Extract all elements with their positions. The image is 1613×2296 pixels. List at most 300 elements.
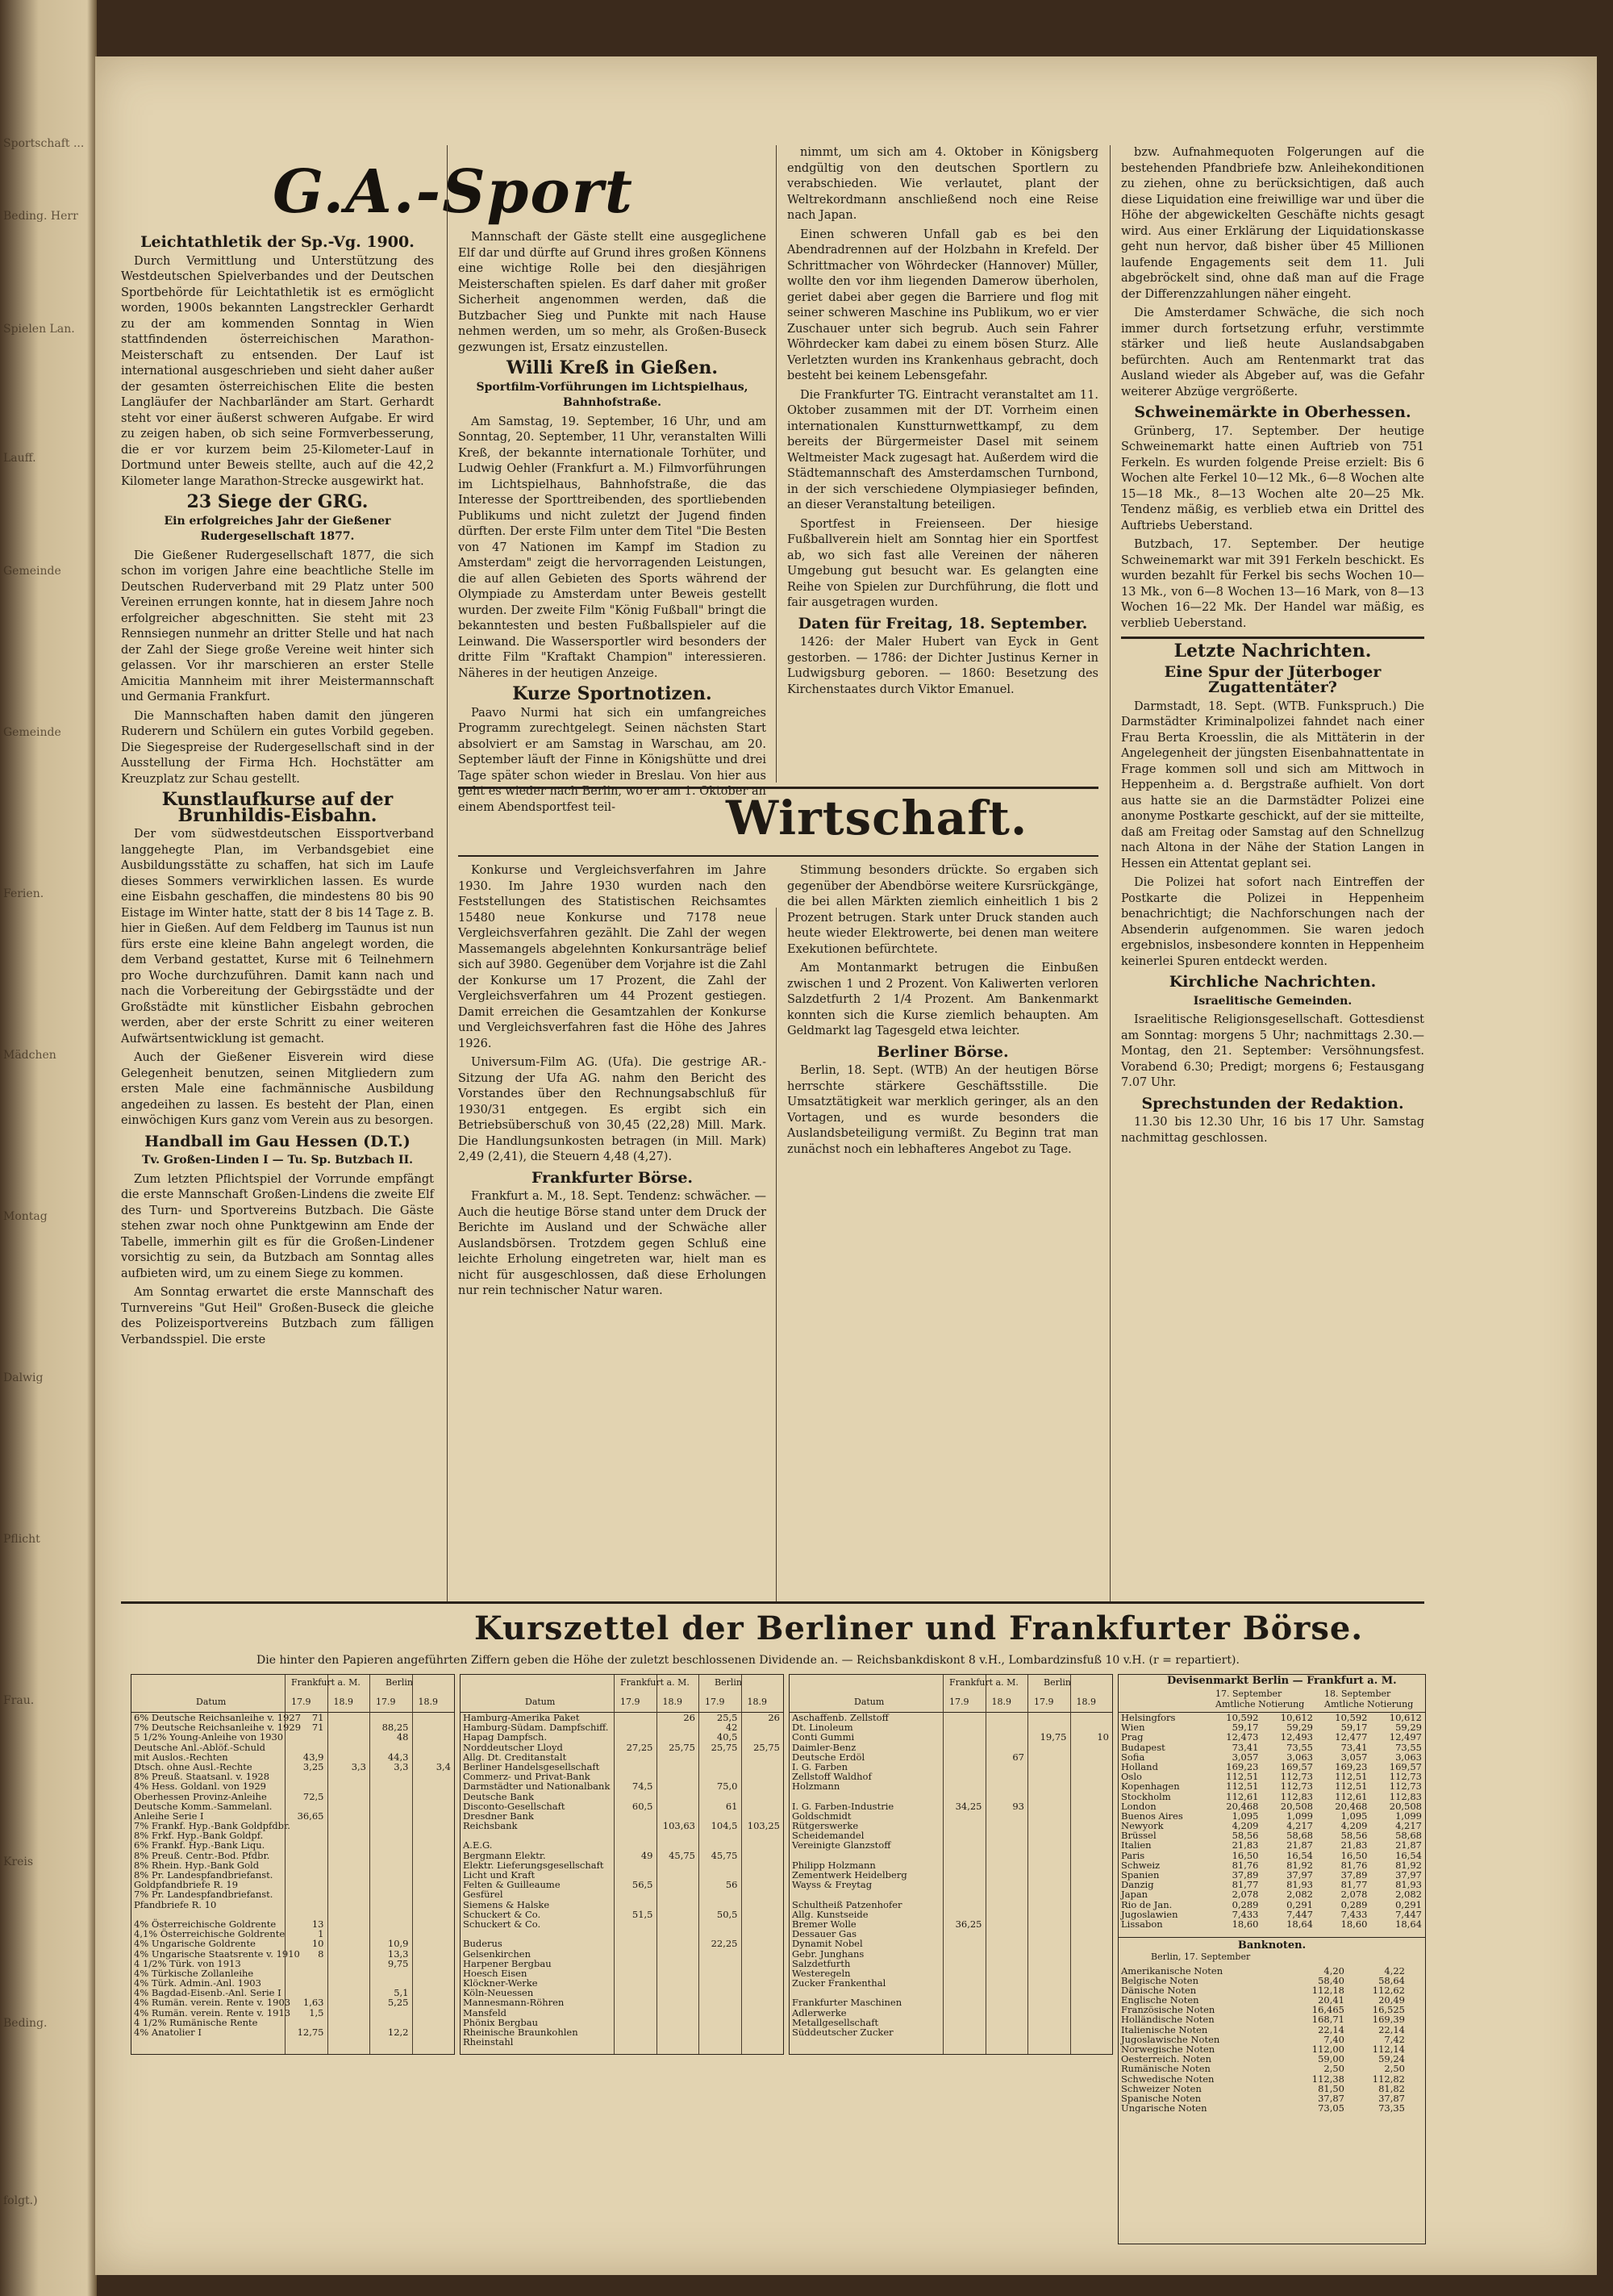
- rate-value: 21,87: [1395, 1839, 1422, 1851]
- table-row: [131, 1743, 454, 1752]
- heading-kunstlauf: Kunstlaufkurse auf der Brunhildis-Eisbahn.: [161, 789, 394, 826]
- banknote-name: Ungarische Noten: [1121, 2102, 1207, 2114]
- table-row: [790, 1840, 1112, 1850]
- security-name: Gesfürel: [463, 1889, 503, 1901]
- security-name: Rütgerswerke: [792, 1820, 859, 1832]
- table-row: [131, 1792, 454, 1801]
- column-wirtschaft-1: [458, 863, 766, 1593]
- security-name: Wayss & Freytag: [792, 1879, 873, 1891]
- security-name: Licht und Kraft: [463, 1869, 536, 1881]
- quote-value: 10,9: [387, 1938, 409, 1950]
- security-name: Berliner Handelsgesellschaft: [463, 1760, 600, 1772]
- heading-handball: Handball im Gau Hessen (D.T.): [144, 1132, 411, 1150]
- devisen-title: Devisenmarkt Berlin — Frankfurt a. M.: [1167, 1675, 1397, 1687]
- security-name: Köln-Neuessen: [463, 1987, 534, 1999]
- table-row: [461, 1781, 783, 1791]
- rate-value: 112,51: [1226, 1771, 1259, 1783]
- table-row: [461, 1919, 783, 1929]
- security-name: Oberhessen Provinz-Anleihe: [134, 1790, 267, 1802]
- security-name: Norddeutscher Lloyd: [463, 1741, 563, 1753]
- security-name: 8% Preuß. Staatsanl. v. 1928: [134, 1771, 270, 1783]
- article-amsterdam: Die Amsterdamer Schwäche, die sich noch immer durch fortsetzung erfuhr, verstimmte stärker und ließ heute Auslandsabgaben befürchten. Auch am Rentenmarkt trat das Ausland wieder als Abgeber auf, was die Gefahr weiterer Abzüge vergrößerte.: [1121, 307, 1424, 399]
- devisen-official: Amtliche Notierung: [1215, 1699, 1305, 1709]
- article-handball: Zum letzten Pflichtspiel der Vorrunde empfängt die erste Mannschaft Großen-Lindens die zweite Elf des Turn- und Sportvereins Butzbach. Die Gäste stehen zwar noch ohne Punktgewinn am Ende der Tabelle, immerhin gilt es für die Großen-Lindener vorsichtig zu sein, da Butzbach am Sonntag alles aufbieten wird, um zu einem Siege zu kommen.: [121, 1172, 434, 1280]
- quote-value: 71: [311, 1712, 324, 1723]
- devisen-row: [1119, 1743, 1425, 1752]
- rate-value: 59,29: [1286, 1722, 1313, 1734]
- rate-value: 3,063: [1395, 1751, 1422, 1763]
- quote-table-shares-2: [789, 1674, 1113, 2055]
- security-name: 4,1% Österreichische Goldrente: [134, 1928, 286, 1940]
- table-row: [790, 1880, 1112, 1889]
- security-name: 4% Rumän. verein. Rente v. 1913: [134, 2006, 291, 2018]
- security-name: Hapag Dampfsch.: [463, 1731, 548, 1743]
- table-row: [461, 1880, 783, 1889]
- security-name: Vereinigte Glanzstoff: [792, 1839, 891, 1851]
- table-header-berlin: Berlin: [386, 1677, 413, 1688]
- column-line: [1027, 1675, 1028, 2054]
- rate-value: 81,76: [1232, 1859, 1259, 1871]
- quote-value: 26: [683, 1712, 695, 1723]
- currency-name: Paris: [1121, 1849, 1145, 1861]
- banknote-value: 16,525: [1372, 2004, 1405, 2016]
- article-kunstlauf-2: Auch der Gießener Eisverein wird diese Gelegenheit benutzen, seinen Mitgliedern zum ersten Male eine fachmännische Ausbildung angedeihen zu lassen. Es besteht der Plan, einen einwöchigen Kurs ganz vom Verein aus zu besorgen.: [121, 1051, 434, 1127]
- banknote-value: 58,40: [1318, 1974, 1344, 1986]
- banknote-name: Italienische Noten: [1121, 2023, 1208, 2035]
- banknote-value: 168,71: [1311, 2014, 1344, 2026]
- rate-value: 0,291: [1395, 1898, 1422, 1910]
- rate-value: 81,92: [1395, 1859, 1422, 1871]
- currency-name: Schweiz: [1121, 1859, 1161, 1871]
- security-name: Buderus: [463, 1938, 502, 1950]
- devisen-row: [1119, 1900, 1425, 1910]
- security-name: Goldschmidt: [792, 1810, 852, 1822]
- rate-value: 21,83: [1340, 1839, 1368, 1851]
- table-row: [790, 2027, 1112, 2037]
- table-row: [131, 1889, 454, 1899]
- rate-value: 10,592: [1226, 1712, 1259, 1723]
- security-name: 4% Österreichische Goldrente: [134, 1918, 277, 1930]
- currency-name: Japan: [1121, 1889, 1148, 1901]
- banknote-name: Rumänische Noten: [1121, 2063, 1211, 2075]
- security-name: Schuckert & Co.: [463, 1918, 541, 1930]
- security-name: Harpener Bergbau: [463, 1957, 552, 1969]
- quote-value: 48: [396, 1731, 409, 1743]
- kurszettel-subtitle: Die hinter den Papieren angeführten Ziffern geben die Höhe der zuletzt beschlossenen Dividende an. — Reichsbankdiskont 8 v.H., Lombardzinsfuß 10 v.H. (r = repartiert).: [256, 1654, 1240, 1667]
- column-line: [412, 1675, 413, 2054]
- quote-value: 3,3: [394, 1760, 409, 1772]
- article-nurmi-cont: nimmt, um sich am 4. Oktober in Königsberg endgültig von den deutschen Sportlern zu verabschieden. Wie verlautet, plant der Weltrekordmann anschließend noch eine Reise nach Japan.: [787, 146, 1098, 222]
- heading-sprechstunden: Sprechstunden der Redaktion.: [1141, 1094, 1404, 1113]
- article-berliner-boerse: Berlin, 18. Sept. (WTB) An der heutigen Börse herrschte stärkere Geschäftsstille. Die Umsatztätigkeit war merklich geringer, als an den Vortagen, und es wurde besonders die Auslandsbeteiligung vermißt. Zu Beginn trat man zunächst noch ein lebhafteres Angebot zu Tage.: [787, 1064, 1098, 1156]
- quote-value: 3,3: [351, 1760, 366, 1772]
- table-row: [790, 1889, 1112, 1899]
- currency-name: Oslo: [1121, 1771, 1142, 1783]
- rate-value: 20,508: [1280, 1800, 1313, 1812]
- security-name: Darmstädter und Nationalbank: [463, 1780, 611, 1793]
- banknote-value: 22,14: [1378, 2023, 1405, 2035]
- banknote-row: [1119, 2014, 1425, 2024]
- security-name: Commerz- und Privat-Bank: [463, 1771, 590, 1783]
- table-row: [131, 1851, 454, 1860]
- heading-berliner-boerse: Berliner Börse.: [877, 1042, 1009, 1061]
- quote-value: 25,75: [753, 1741, 780, 1753]
- banknote-value: 112,18: [1311, 1984, 1344, 1996]
- banknote-value: 112,14: [1372, 2043, 1405, 2056]
- quote-value: 12,75: [297, 2027, 324, 2038]
- security-name: Süddeutscher Zucker: [792, 2027, 894, 2038]
- rate-value: 2,082: [1286, 1889, 1313, 1901]
- currency-name: Newyork: [1121, 1820, 1164, 1832]
- security-name: mit Auslos.-Rechten: [134, 1751, 228, 1763]
- rate-value: 16,50: [1340, 1849, 1368, 1861]
- quote-value: 88,25: [381, 1722, 409, 1734]
- rate-value: 21,87: [1286, 1839, 1313, 1851]
- rate-value: 59,29: [1395, 1722, 1422, 1734]
- quote-value: 13,3: [387, 1947, 409, 1960]
- quote-value: 26: [768, 1712, 780, 1723]
- rate-value: 169,57: [1389, 1760, 1422, 1772]
- rate-value: 4,209: [1232, 1820, 1259, 1832]
- table-row: [131, 1781, 454, 1791]
- banknote-value: 20,49: [1378, 1994, 1405, 2006]
- banknote-name: Norwegische Noten: [1121, 2043, 1215, 2056]
- rate-value: 112,61: [1226, 1790, 1259, 1802]
- article-leichtathletik: Durch Vermittlung und Unterstützung des Westdeutschen Spielverbandes und der Deutschen Sportbehörde für Leichtathletik ist es ermöglicht worden, 1900s bekannten Langstreckler Gerhardt zu der am kommenden Sonntag in Wien stattfindenden österreichischen Marathon-Meisterschaft zu entsenden. Der Lauf ist international ausgeschrieben und sieht daher außer der gesamten österreichischen Elite die besten Langläufer der Nachbarländer am Start. Gerhardt steht vor einer äußerst schweren Aufgabe. Er wird zu zeigen haben, ob sich seine Formverbesserung, die er vor kurzem beim 25-Kilometer-Lauf in Dortmund unter Beweis stellte, auch auf die 42,2 Kilometer lange Marathon-Strecke ausgewirkt hat.: [121, 254, 434, 488]
- rate-value: 169,23: [1335, 1760, 1368, 1772]
- quote-value: 104,5: [711, 1820, 738, 1832]
- article-willi-kress: Am Samstag, 19. September, 16 Uhr, und am Sonntag, 20. September, 11 Uhr, veranstalten Willi Kreß, der bekannte internationale Torhüter, und Ludwig Oehler (Frankfurt a. M.) Filmvorführungen im Lichtspielhaus, Bahnhofstraße, die das Interesse der Sporttreibenden, des sportliebenden Publikums und nicht zuletzt der Jugend finden dürften. Der erste Film unter dem Titel "Die Besten von 47 Nationen im Kampf im Stadion zu Amsterdam" zeigt die hervorragenden Leistungen, die auf allen Gebieten des Sports während der Olympiade zu Amsterdam unter Beweis gestellt wurden. Der zweite Film "König Fußball" bringt die bekanntesten und besten Fußballspieler auf die Leinwand. Die Wassersportler wird besonders der dritte Film "Kraftakt Champion" interessieren. Näheres in der heutigen Anzeige.: [458, 415, 766, 680]
- table-row: [790, 1743, 1112, 1752]
- rate-value: 3,057: [1232, 1751, 1259, 1763]
- table-row: [131, 1939, 454, 1948]
- security-name: Dresdner Bank: [463, 1810, 534, 1822]
- quote-value: 51,5: [631, 1908, 653, 1920]
- currency-name: Sofia: [1121, 1751, 1145, 1763]
- table-header: [461, 1675, 783, 1713]
- security-name: Bremer Wolle: [792, 1918, 857, 1930]
- previous-page-edge: Sportschaft ... Beding. Herr Spielen Lan. Lauff. Gemeinde Gemeinde Ferien. Mädchen Montag Dalwig Pflicht Frau. Kreis Beding. folgt.): [0, 0, 97, 2296]
- rate-value: 3,063: [1286, 1751, 1313, 1763]
- rate-value: 2,082: [1395, 1889, 1422, 1901]
- rate-value: 12,493: [1280, 1731, 1313, 1743]
- security-name: 8% Rhein. Hyp.-Bank Gold: [134, 1859, 260, 1871]
- table-row: [131, 1949, 454, 1959]
- table-row: [461, 1900, 783, 1910]
- banknote-name: Amerikanische Noten: [1121, 1964, 1223, 1977]
- currency-name: Stockholm: [1121, 1790, 1171, 1802]
- banknoten-title: Banknoten.: [1119, 1937, 1425, 1951]
- security-name: Dt. Linoleum: [792, 1722, 853, 1734]
- banknote-name: Schweizer Noten: [1121, 2082, 1202, 2094]
- column-4: [1121, 145, 1424, 1593]
- column-line: [656, 1675, 657, 2054]
- table-header: [790, 1675, 1112, 1713]
- table-row: [790, 1949, 1112, 1959]
- rate-value: 0,289: [1340, 1898, 1368, 1910]
- quote-value: 25,75: [711, 1741, 738, 1753]
- table-row: [790, 1900, 1112, 1910]
- rate-value: 81,76: [1340, 1859, 1368, 1871]
- column-divider: [776, 145, 777, 783]
- table-header-date: 18.9: [418, 1697, 438, 1707]
- security-name: Goldpfandbriefe R. 19: [134, 1879, 239, 1891]
- devisen-official: Amtliche Notierung: [1324, 1699, 1414, 1709]
- devisen-row: [1119, 1732, 1425, 1742]
- rate-value: 7,447: [1395, 1908, 1422, 1920]
- banknote-value: 4,20: [1323, 1964, 1344, 1977]
- security-name: Bergmann Elektr.: [463, 1849, 546, 1861]
- security-name: Allg. Kunstseide: [792, 1908, 869, 1920]
- rate-value: 12,477: [1335, 1731, 1368, 1743]
- article-boerse-stimmung: Stimmung besonders drückte. So ergaben sich gegenüber der Abendbörse weitere Kursrückgänge, die bei allen Märkten ziemlich einheitlich 1 bis 2 Prozent betrugen. Stark unter Druck standen auch heute wieder Elektrowerte, bei denen man weitere Exekutionen befürchtete.: [787, 864, 1098, 956]
- subheading-willi-kress: Sportfilm-Vorführungen im Lichtspielhaus, Bahnhofstraße.: [476, 380, 748, 409]
- column-line: [698, 1675, 699, 2054]
- column-sport-3: [787, 145, 1098, 783]
- security-name: Dynamit Nobel: [792, 1938, 863, 1950]
- currency-name: Prag: [1121, 1731, 1144, 1743]
- article-jueterbog-2: Die Polizei hat sofort nach Eintreffen der Postkarte die Polizei in Heppenheim benachrichtigt; die Nachforschungen nach der Absenderin aufgenommen. Sie waren jedoch ergebnislos, insbesondere konnten in Heppenheim keinerlei Spuren entdeckt werden.: [1121, 876, 1424, 968]
- rate-value: 37,89: [1232, 1869, 1259, 1881]
- table-row: [131, 2027, 454, 2037]
- currency-name: Budapest: [1121, 1741, 1165, 1753]
- banknote-value: 169,39: [1372, 2014, 1405, 2026]
- table-row: [461, 1851, 783, 1860]
- security-name: Zementwerk Heidelberg: [792, 1869, 907, 1881]
- quote-value: 36,25: [955, 1918, 982, 1930]
- table-row: [461, 2037, 783, 2047]
- devisen-row: [1119, 1781, 1425, 1791]
- banknote-value: 112,00: [1311, 2043, 1344, 2056]
- table-header-date: 17.9: [705, 1697, 725, 1707]
- quote-value: 8: [318, 1947, 324, 1960]
- quote-value: 19,75: [1040, 1731, 1067, 1743]
- quote-value: 60,5: [631, 1800, 653, 1812]
- security-name: Deutsche Erdöl: [792, 1751, 865, 1763]
- article-eintracht: Die Frankfurter TG. Eintracht veranstaltet am 11. Oktober zusammen mit der DT. Vorrheim einen internationalen Kunstturnwettkampf, zu dem bereits der Bürgermeister Dasel mit seinem Weltmeister Mack zugesagt hat. Außerdem wird die Städtemannschaft des Amsterdamschen Turnbond, in der sich verschiedene Olympiasieger befinden, an dieser Veranstaltung beteiligen.: [787, 388, 1098, 511]
- security-name: Hamburg-Amerika Paket: [463, 1712, 580, 1723]
- rate-value: 73,55: [1286, 1741, 1313, 1753]
- table-row: [461, 1792, 783, 1801]
- security-name: 4% Türkische Zollanleihe: [134, 1967, 254, 1979]
- security-name: Mannesmann-Röhren: [463, 1997, 565, 2009]
- rate-value: 7,433: [1232, 1908, 1259, 1920]
- security-name: Philipp Holzmann: [792, 1859, 876, 1871]
- table-header-berlin: Berlin: [1044, 1677, 1071, 1688]
- security-name: Mansfeld: [463, 2006, 507, 2018]
- security-name: 8% Preuß. Centr.-Bod. Pfdbr.: [134, 1849, 270, 1861]
- security-name: Gelsenkirchen: [463, 1947, 531, 1960]
- column-sport-1: [121, 230, 434, 1593]
- rate-value: 58,56: [1340, 1830, 1368, 1842]
- table-row: [790, 1792, 1112, 1801]
- quote-value: 1: [318, 1928, 324, 1940]
- column-divider: [776, 908, 777, 1601]
- column-wirtschaft-2: [787, 863, 1098, 1593]
- rate-value: 16,54: [1286, 1849, 1313, 1861]
- table-header: [131, 1675, 454, 1713]
- security-name: 4% Ungarische Staatsrente v. 1910: [134, 1947, 300, 1960]
- security-name: 4% Anatolier I: [134, 2027, 202, 2038]
- devisen-header: [1119, 1675, 1425, 1713]
- devisen-date-1: 17. September: [1215, 1689, 1282, 1699]
- table-header-date: 17.9: [1034, 1697, 1054, 1707]
- rate-value: 10,612: [1280, 1712, 1313, 1723]
- rate-value: 4,217: [1395, 1820, 1422, 1832]
- security-name: Pfandbriefe R. 10: [134, 1898, 217, 1910]
- table-row: [461, 1939, 783, 1948]
- table-header-date: 17.9: [291, 1697, 311, 1707]
- rate-value: 1,095: [1340, 1810, 1368, 1822]
- rate-value: 10,592: [1335, 1712, 1368, 1723]
- rate-value: 4,217: [1286, 1820, 1313, 1832]
- security-name: 4% Türk. Admin.-Anl. 1903: [134, 1977, 261, 1989]
- table-row: [131, 2008, 454, 2018]
- newspaper-page: [95, 56, 1597, 2275]
- security-name: Rheinstahl: [463, 2036, 514, 2048]
- security-name: 7% Frankf. Hyp.-Bank Goldpfdbr.: [134, 1820, 290, 1832]
- rate-value: 1,099: [1286, 1810, 1313, 1822]
- heading-kirchliche: Kirchliche Nachrichten.: [1169, 973, 1377, 991]
- security-name: Zucker Frankenthal: [792, 1977, 886, 1989]
- article-kunstlauf: Der vom südwestdeutschen Eissportverband langgehegte Plan, im Verbandsgebiet eine Ausbildungsstätte zu schaffen, hat sich im Laufe dieses Sommers verwirklichen lassen. Es wurde eine Eisbahn geschaffen, die mindestens 80 bis 90 Eistage im Winter hatte, statt der 8 bis 14 Tage z. B. hier in Gießen. Auf dem Feldberg im Taunus ist nun fürs erste eine kleine Bahn angelegt worden, die dem Verband gestattet, Kurse mit 6 Teilnehmern pro Woche durchzuführen. Damit kann nach und nach die Vorbereitung der Gebirgsstädte und der Großstädte mit künstlicher Eisbahn gebrochen werden, aber der erste Schritt zu einer weiteren Aufwärtsentwicklung ist gemacht.: [121, 828, 434, 1046]
- section-rule: [458, 787, 1098, 789]
- table-header-berlin: Berlin: [715, 1677, 742, 1688]
- banknote-value: 58,64: [1378, 1974, 1405, 1986]
- table-header-date: 18.9: [991, 1697, 1011, 1707]
- rate-value: 0,291: [1286, 1898, 1313, 1910]
- table-header-date: 18.9: [662, 1697, 682, 1707]
- security-name: 4 1/2% Rumänische Rente: [134, 2016, 258, 2028]
- table-row: [461, 1831, 783, 1840]
- subheading-kirchliche: Israelitische Gemeinden.: [1193, 994, 1353, 1008]
- article-jueterbog: Darmstadt, 18. Sept. (WTB. Funkspruch.) Die Darmstädter Kriminalpolizei fahndet nach einer Frau Berta Kroesslin, die als Mittäterin in der Angelegenheit der jüngsten Eisenbahnattentate in Frage kommen soll und sich am Mittwoch in Heppenheim a. d. Bergstraße aufhielt. Von dort aus hatte sie an die Darmstädter Polizei eine anonyme Postkarte geschickt, auf der sie mitteilte, daß am Freitag oder Samstag auf den Schnellzug nach Altona in der Nähe der Station Langen in Hessen ein Attentat geplant sei.: [1121, 699, 1424, 870]
- currency-name: Lissabon: [1121, 1918, 1163, 1930]
- rate-value: 59,17: [1232, 1722, 1259, 1734]
- table-row: [461, 1889, 783, 1899]
- security-name: Schuckert & Co.: [463, 1908, 541, 1920]
- quote-value: 9,75: [387, 1957, 409, 1969]
- subheading-siege: Ein erfolgreiches Jahr der Gießener Rudergesellschaft 1877.: [164, 514, 391, 543]
- table-row: [790, 1781, 1112, 1791]
- rate-value: 81,77: [1340, 1879, 1368, 1891]
- devisen-row: [1119, 1851, 1425, 1860]
- security-name: Holzmann: [792, 1780, 840, 1793]
- rate-value: 7,433: [1340, 1908, 1368, 1920]
- quote-value: 103,63: [662, 1820, 695, 1832]
- rate-value: 112,51: [1335, 1780, 1368, 1793]
- rate-value: 20,468: [1335, 1800, 1368, 1812]
- quote-value: 27,25: [626, 1741, 653, 1753]
- quote-value: 56,5: [631, 1879, 653, 1891]
- currency-name: Italien: [1121, 1839, 1152, 1851]
- heading-leichtathletik: Leichtathletik der Sp.-Vg. 1900.: [140, 233, 415, 251]
- article-boerse-montan: Am Montanmarkt betrugen die Einbußen zwischen 1 und 2 Prozent. Von Kaliwerten verloren Salzdetfurth 2 1/4 Prozent. Am Bankenmarkt konnten sich die Kurse ziemlich behaupten. Am Geldmarkt lag Tagesgeld etwa leichter.: [787, 962, 1098, 1037]
- rate-value: 18,60: [1340, 1918, 1368, 1930]
- quote-value: 61: [725, 1800, 738, 1812]
- security-name: Dtsch. ohne Ausl.-Rechte: [134, 1760, 252, 1772]
- article-daten: 1426: der Maler Hubert van Eyck in Gent gestorben. — 1786: der Dichter Justinus Kerner in Ludwigsburg geboren. — 1860: Besetzung des Kirchenstaates durch Viktor Emanuel.: [787, 636, 1098, 696]
- article-sprechstunden: 11.30 bis 12.30 Uhr, 16 bis 17 Uhr. Samstag nachmittag geschlossen.: [1121, 1116, 1424, 1145]
- security-name: Disconto-Gesellschaft: [463, 1800, 565, 1812]
- rate-value: 112,73: [1280, 1771, 1313, 1783]
- quote-value: 3,4: [436, 1760, 451, 1772]
- security-name: Siemens & Halske: [463, 1898, 550, 1910]
- banknote-value: 112,62: [1372, 1984, 1405, 1996]
- column-line: [1070, 1675, 1071, 2054]
- security-name: Salzdetfurth: [792, 1957, 851, 1969]
- security-name: Scheidemandel: [792, 1830, 865, 1842]
- devisen-row: [1119, 1889, 1425, 1899]
- article-gruenberg: Grünberg, 17. September. Der heutige Schweinemarkt hatte einen Auftrieb von 751 Ferkeln. Es wurden folgende Preise erzielt: Bis 6 Wochen alte Ferkel 10—12 Mk., 6—8 Wochen alte 15—18 Mk., 8—13 Wochen alte 20—25 Mk. Tendenz mäßig, es verblieb etwa ein Drittel des Auftriebs Ueberstand.: [1121, 424, 1424, 532]
- rate-value: 112,73: [1389, 1771, 1422, 1783]
- security-name: 4% Rumän. verein. Rente v. 1903: [134, 1997, 291, 2009]
- banknote-value: 2,50: [1323, 2063, 1344, 2075]
- rate-value: 112,73: [1280, 1780, 1313, 1793]
- quote-value: 34,25: [955, 1800, 982, 1812]
- article-handball-cont: Mannschaft der Gäste stellt eine ausgeglichene Elf dar und dürfte auf Grund ihres großen Könnens eine wichtige Rolle bei den diesjährigen Meisterschaften spielen. Es darf daher mit großer Sicherheit angenommen werden, daß die Butzbacher Sieg und Punkte mit nach Hause nehmen werden, um so mehr, als Großen-Buseck gezwungen ist, Ersatz einzustellen.: [458, 231, 766, 354]
- article-siege-2: Die Mannschaften haben damit den jüngeren Ruderern und Schülern ein gutes Vorbild gegeben. Die Siegespreise der Rudergesellschaft sind in der Ausstellung der Firma Hch. Hochstätter am Kreuzplatz zur Schau gestellt.: [121, 709, 434, 786]
- banknote-row: [1119, 2074, 1425, 2084]
- security-name: Allg. Dt. Creditanstalt: [463, 1751, 567, 1763]
- security-name: 6% Frankf. Hyp.-Bank Liqu.: [134, 1839, 265, 1851]
- rate-value: 58,68: [1286, 1830, 1313, 1842]
- banknote-name: Jugoslawische Noten: [1121, 2033, 1220, 2045]
- quote-value: 1,5: [309, 2006, 324, 2018]
- security-name: Phönix Bergbau: [463, 2016, 539, 2028]
- table-header-datum: Datum: [196, 1697, 227, 1707]
- rate-value: 112,83: [1389, 1790, 1422, 1802]
- devisen-row: [1119, 1880, 1425, 1889]
- banknote-value: 37,87: [1378, 2092, 1405, 2104]
- table-header-datum: Datum: [854, 1697, 885, 1707]
- security-name: Aschaffenb. Zellstoff: [792, 1712, 889, 1723]
- banknote-name: Spanische Noten: [1121, 2092, 1202, 2104]
- article-handball-2: Am Sonntag erwartet die erste Mannschaft des Turnvereins "Gut Heil" Großen-Buseck die gleiche des Polizeisportvereins Butzbach zum fälligen Verbandsspiel. Die erste: [121, 1286, 434, 1346]
- rate-value: 10,612: [1389, 1712, 1422, 1723]
- banknote-name: Englische Noten: [1121, 1994, 1199, 2006]
- quote-value: 45,75: [669, 1849, 695, 1861]
- devisen-row: [1119, 1762, 1425, 1772]
- quote-table-bonds: [131, 1674, 455, 2055]
- column-line: [369, 1675, 370, 2054]
- table-row: [790, 2008, 1112, 2018]
- section-rule: [458, 855, 1098, 857]
- security-name: Gebr. Junghans: [792, 1947, 865, 1960]
- article-frankfurter-boerse: Frankfurt a. M., 18. Sept. Tendenz: schwächer. — Auch die heutige Börse stand unter dem Druck der Berichte im Ausland und der Schwäche aller Auslandsbörsen. Trotzdem gegen Schluß eine leichte Erholung eingetreten war, hielt man es nicht für ausgeschlossen, daß diese Erholungen nur rein technischer Natur waren.: [458, 1190, 766, 1297]
- rate-value: 2,078: [1340, 1889, 1368, 1901]
- quote-value: 25,75: [669, 1741, 695, 1753]
- rate-value: 59,17: [1340, 1722, 1368, 1734]
- devisen-row: [1119, 1870, 1425, 1880]
- rate-value: 3,057: [1340, 1751, 1368, 1763]
- banknote-value: 4,22: [1384, 1964, 1405, 1977]
- banknote-name: Holländische Noten: [1121, 2014, 1215, 2026]
- rate-value: 169,57: [1280, 1760, 1313, 1772]
- rate-value: 81,93: [1395, 1879, 1422, 1891]
- security-name: 4 1/2% Türk. von 1913: [134, 1957, 241, 1969]
- article-liquidation: bzw. Aufnahmequoten Folgerungen auf die bestehenden Pfandbriefe bzw. Anleihekonditionen zu ziehen, ohne zu berücksichtigen, daß auch diese Liquidation eine freiwillige war und über die Höhe der abgewickelten Geschäfte nichts gesagt wird. Aus einer Erklärung der Liquidationskasse geht nun hervor, daß bisher über 45 Millionen laufende Engagements seit dem 11. Juli abgebröckelt sind, ohne daß man auf die Frage der Differenzzahlungen näher eingeht.: [1121, 146, 1424, 301]
- quote-value: 36,65: [297, 1810, 324, 1822]
- banknote-value: 37,87: [1318, 2092, 1344, 2104]
- banknote-name: Belgische Noten: [1121, 1974, 1199, 1986]
- banknote-value: 73,35: [1378, 2102, 1405, 2114]
- heading-wirtschaft: Wirtschaft.: [726, 791, 1028, 845]
- quote-value: 10: [1097, 1731, 1109, 1743]
- heading-schweinemaerkte: Schweinemärkte in Oberhessen.: [1134, 403, 1411, 421]
- devisen-row: [1119, 1713, 1425, 1722]
- quote-value: 45,75: [711, 1849, 738, 1861]
